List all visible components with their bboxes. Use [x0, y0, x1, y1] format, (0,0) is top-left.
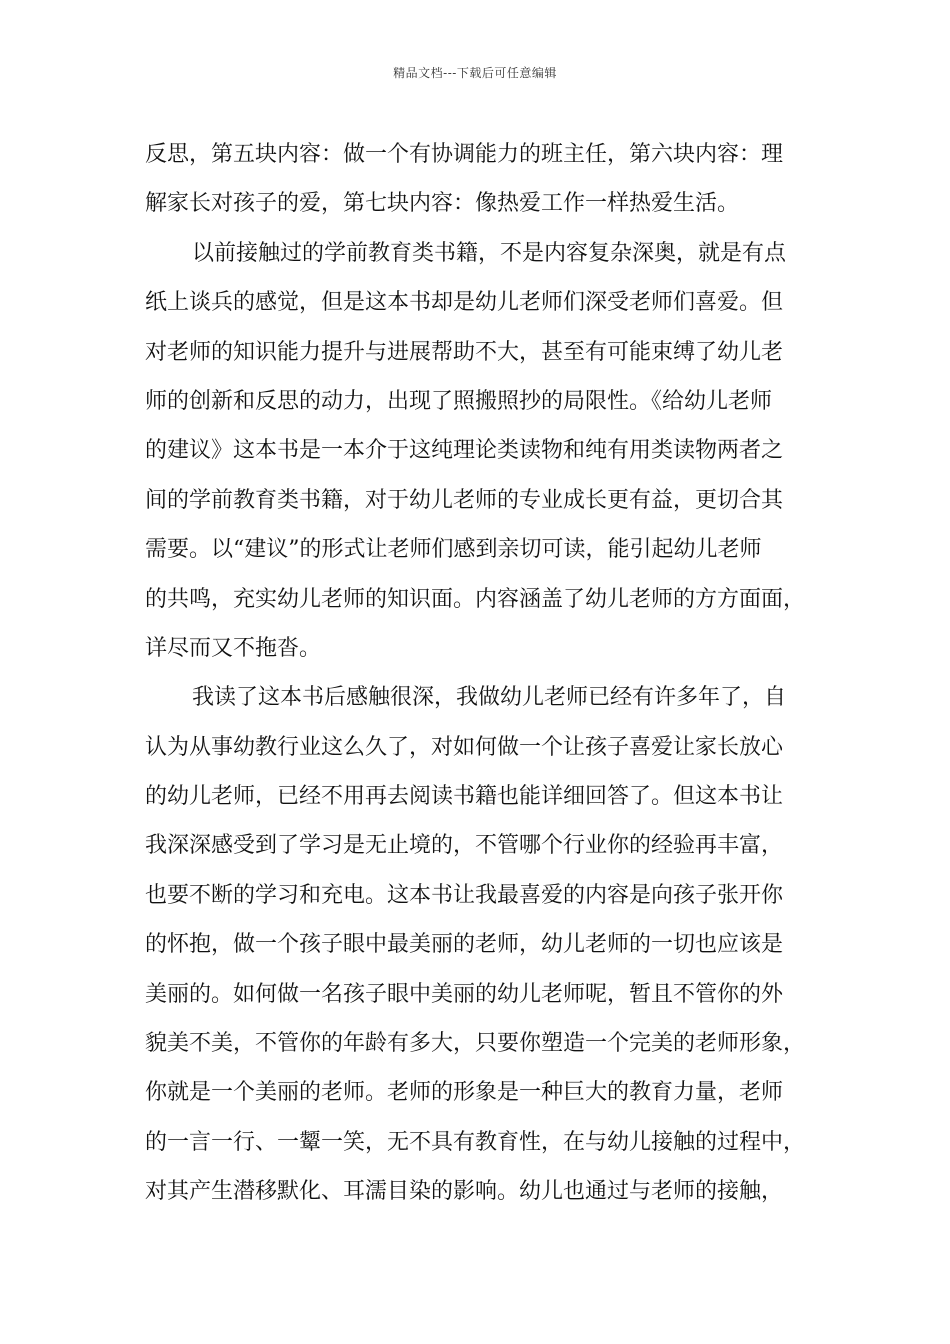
- text-line: 详尽而又不拖沓。: [145, 635, 322, 661]
- text-line: 以前接触过的学前教育类书籍，不是内容复杂深奥，就是有点: [192, 240, 787, 266]
- text-line: 的一言一行、一颦一笑，无不具有教育性，在与幼儿接触的过程中，: [145, 1129, 806, 1155]
- page-header: 精品文档---下载后可任意编辑: [393, 66, 557, 80]
- text-line: 你就是一个美丽的老师。老师的形象是一种巨大的教育力量，老师: [145, 1080, 784, 1106]
- text-line: 我读了这本书后感触很深，我做幼儿老师已经有许多年了，自: [192, 685, 787, 711]
- text-line: 的幼儿老师，已经不用再去阅读书籍也能详细回答了。但这本书让: [145, 784, 784, 810]
- text-line: 对老师的知识能力提升与进展帮助不大，甚至有可能束缚了幼儿老: [145, 339, 784, 365]
- text-line: 需要。以“建议”的形式让老师们感到亲切可读，能引起幼儿老师: [145, 537, 762, 563]
- paragraph: [145, 130, 810, 229]
- text-line: 间的学前教育类书籍，对于幼儿老师的专业成长更有益，更切合其: [145, 487, 784, 513]
- text-line: 的共鸣，充实幼儿老师的知识面。内容涵盖了幼儿老师的方方面面，: [145, 586, 806, 612]
- text-line: 也要不断的学习和充电。这本书让我最喜爱的内容是向孩子张开你: [145, 882, 784, 908]
- text-line: 纸上谈兵的感觉，但是这本书却是幼儿老师们深受老师们喜爱。但: [145, 290, 784, 316]
- document-body: [145, 130, 810, 1217]
- text-line: 我深深感受到了学习是无止境的，不管哪个行业你的经验再丰富，: [145, 833, 784, 859]
- text-line: 貌美不美，不管你的年龄有多大，只要你塑造一个完美的老师形象，: [145, 1031, 806, 1057]
- text-line: 师的创新和反思的动力，出现了照搬照抄的局限性。《给幼儿老师: [145, 388, 773, 414]
- text-line: 反思，第五块内容：做一个有协调能力的班主任，第六块内容：理: [145, 142, 784, 167]
- text-line: 对其产生潜移默化、耳濡目染的影响。幼儿也通过与老师的接触，: [145, 1179, 784, 1205]
- text-line: 解家长对孩子的爱，第七块内容：像热爱工作一样热爱生活。: [145, 191, 740, 217]
- text-line: 认为从事幼教行业这么久了，对如何做一个让孩子喜爱让家长放心: [145, 734, 784, 760]
- paragraph: [145, 229, 810, 674]
- text-line: 美丽的。如何做一名孩子眼中美丽的幼儿老师呢，暂且不管你的外: [145, 981, 784, 1007]
- paragraph: [145, 673, 810, 1216]
- text-line: 的怀抱，做一个孩子眼中最美丽的老师，幼儿老师的一切也应该是: [145, 932, 784, 958]
- text-line: 的建议》这本书是一本介于这纯理论类读物和纯有用类读物两者之: [145, 438, 784, 464]
